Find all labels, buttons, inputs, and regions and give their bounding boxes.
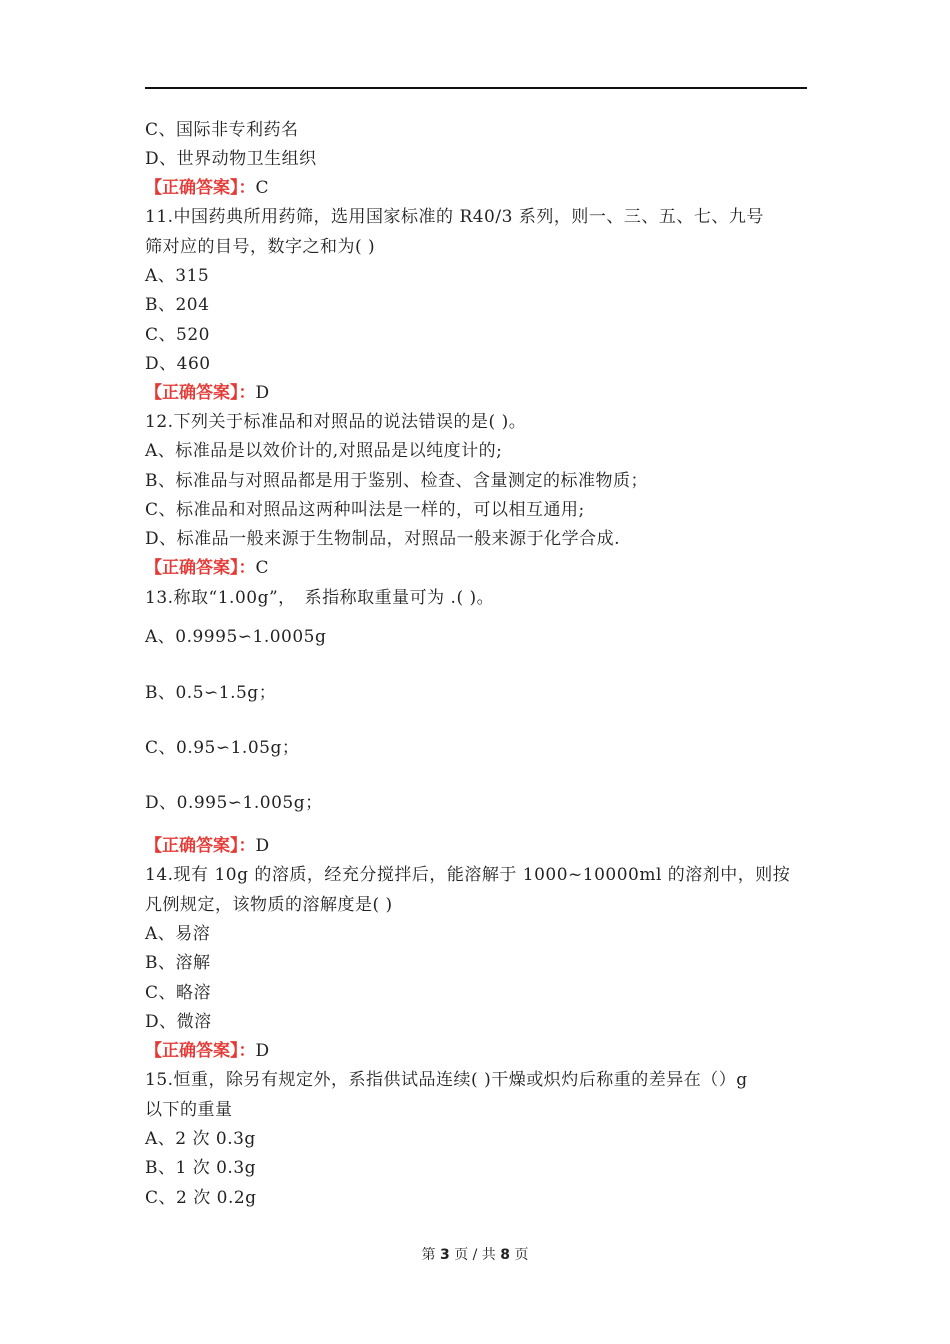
page-footer	[0, 1244, 950, 1264]
q13-option-b: B、0.5∽1.5g；	[145, 683, 277, 703]
answer-value: D	[255, 836, 270, 856]
q13-option-d: D、0.995∽1.005g；	[145, 793, 323, 813]
q10-answer	[145, 176, 269, 200]
q12-option-c: C、标准品和对照品这两种叫法是一样的，可以相互通用;	[145, 500, 585, 520]
answer-value: D	[255, 383, 270, 403]
q12-option-d: D、标准品一般来源于生物制品，对照品一般来源于化学合成.	[145, 529, 621, 549]
q14-answer	[145, 1039, 270, 1063]
q13-stem: 13.称取“1.00g”， 系指称取重量可为 .( )。	[145, 588, 495, 608]
q11-stem-line1: 11.中国药典所用药筛，选用国家标准的 R40/3 系列，则一、三、五、七、九号	[145, 207, 764, 227]
answer-value: C	[255, 178, 270, 198]
answer-label: 【正确答案】：	[145, 178, 256, 198]
footer-prefix: 第	[421, 1247, 436, 1263]
q12-answer	[145, 556, 269, 580]
q10-option-c: C、国际非专利药名	[145, 120, 299, 140]
q12-stem: 12.下列关于标准品和对照品的说法错误的是( )。	[145, 412, 527, 432]
q11-option-d: D、460	[145, 354, 211, 374]
q14-stem-line1: 14.现有 10g 的溶质，经充分搅拌后，能溶解于 1000~10000ml 的溶剂中，则按	[145, 865, 791, 885]
q11-option-b: B、204	[145, 295, 210, 315]
q12-option-b: B、标准品与对照品都是用于鉴别、检查、含量测定的标准物质；	[145, 471, 648, 491]
q15-option-a: A、2 次 0.3g	[145, 1129, 256, 1149]
footer-suffix: 页	[514, 1247, 529, 1263]
answer-value: C	[255, 558, 270, 578]
answer-label: 【正确答案】：	[145, 558, 256, 578]
current-page: 3	[439, 1247, 450, 1263]
q13-answer	[145, 834, 270, 858]
answer-label: 【正确答案】：	[145, 836, 256, 856]
q15-stem-line2: 以下的重量	[145, 1100, 233, 1120]
footer-middle: 页 / 共	[454, 1247, 496, 1263]
total-pages: 8	[500, 1247, 511, 1263]
answer-label: 【正确答案】：	[145, 1041, 256, 1061]
answer-value: D	[255, 1041, 270, 1061]
q14-stem-line2: 凡例规定，该物质的溶解度是( )	[145, 895, 393, 915]
q15-option-b: B、1 次 0.3g	[145, 1158, 257, 1178]
q15-stem-line1: 15.恒重，除另有规定外，系指供试品连续( )干燥或炽灼后称重的差异在（）g	[145, 1070, 748, 1090]
q11-option-c: C、520	[145, 325, 210, 345]
q14-option-a: A、易溶	[145, 924, 211, 944]
q11-stem-line2: 筛对应的目号，数字之和为( )	[145, 237, 376, 257]
q12-option-a: A、标准品是以效价计的,对照品是以纯度计的;	[145, 441, 503, 461]
q14-option-b: B、溶解	[145, 953, 211, 973]
q11-answer	[145, 381, 270, 405]
q11-option-a: A、315	[145, 266, 210, 286]
q13-option-a: A、0.9995∽1.0005g	[145, 627, 327, 647]
q13-option-c: C、0.95∽1.05g；	[145, 738, 300, 758]
answer-label: 【正确答案】：	[145, 383, 256, 403]
header-rule	[145, 87, 807, 89]
q14-option-d: D、微溶	[145, 1012, 212, 1032]
q10-option-d: D、世界动物卫生组织	[145, 149, 317, 169]
q15-option-c: C、2 次 0.2g	[145, 1188, 257, 1208]
q14-option-c: C、略溶	[145, 983, 212, 1003]
